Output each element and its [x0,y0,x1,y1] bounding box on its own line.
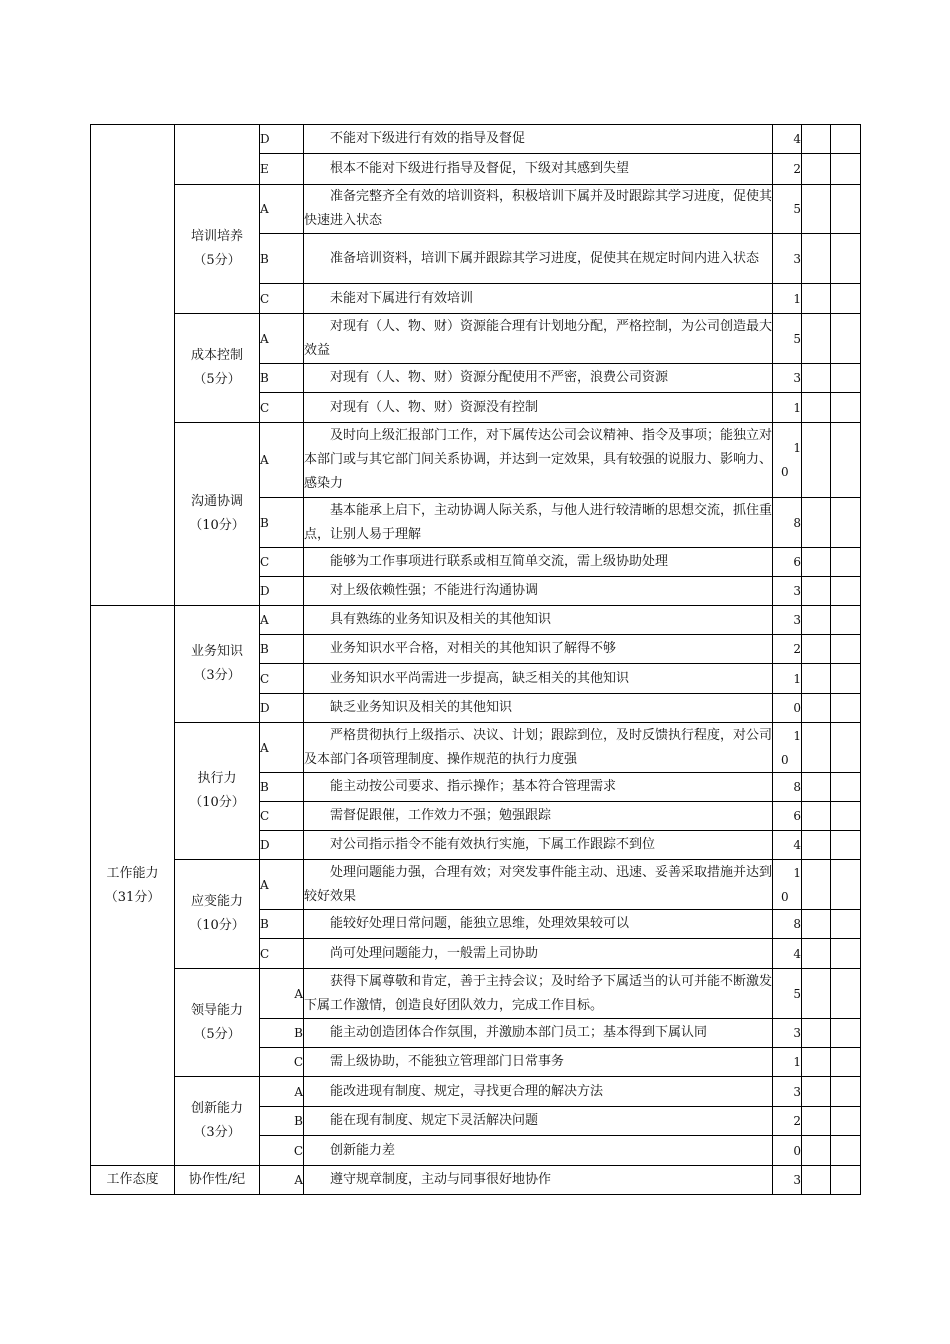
self-score-cell[interactable] [802,548,831,577]
description-cell [304,831,773,860]
score-digit: 1 [793,865,801,880]
description-cell [304,969,773,1019]
subcategory-cell: 沟通协调 （10分） [175,423,260,606]
self-score-cell[interactable] [802,423,831,498]
cell-text: 执行力 [197,771,237,786]
table-row [91,1077,861,1107]
self-score-cell[interactable] [802,185,831,234]
score-cell: 0 [773,1136,802,1166]
description-text: 能较好处理日常问题，能独立思维，处理效果较可以 [330,916,630,931]
review-score-cell[interactable] [831,694,861,723]
review-score-cell[interactable] [831,364,861,393]
score-cell: 5 [773,185,802,234]
score-cell: 1 [773,393,802,423]
score-cell: 3 [773,606,802,635]
self-score-cell[interactable] [802,831,831,860]
score-cell: 3 [773,364,802,393]
description-cell [304,1077,773,1107]
description-cell [304,723,773,773]
score-digit: 0 [781,465,789,479]
cell-text: 应变能力 [190,894,243,909]
description-cell: 对现有（人、物、财）资源能合理有计划地分配，严格控制，为公司创造最大效益 [304,314,773,364]
review-score-cell[interactable] [831,1077,861,1107]
review-score-cell[interactable] [831,910,861,939]
subcategory-cell [175,606,260,723]
description-cell [304,910,773,939]
review-score-cell[interactable] [831,234,861,284]
description-cell [304,694,773,723]
self-score-cell[interactable] [802,1048,831,1077]
review-score-cell[interactable] [831,1107,861,1136]
description-cell [304,1136,773,1166]
level-cell: D [260,694,304,723]
level-cell: B [260,910,304,939]
self-score-cell[interactable] [802,694,831,723]
description-cell [304,664,773,694]
self-score-cell[interactable] [802,635,831,664]
description-cell: 准备完整齐全有效的培训资料，积极培训下属并及时跟踪其学习进度，促使其快速进入状态 [304,185,773,234]
level-cell: C [260,802,304,831]
cell-text: 工作态度 [106,1172,159,1187]
self-score-cell[interactable] [802,577,831,606]
description-cell [304,1048,773,1077]
level-cell: D [260,577,304,606]
review-score-cell[interactable] [831,548,861,577]
level-cell: C [260,1136,304,1166]
review-score-cell[interactable] [831,154,861,185]
level-cell: A [260,1166,304,1195]
cell-text: （31分） [104,889,161,905]
self-score-cell[interactable] [802,773,831,802]
level-cell: A [260,723,304,773]
description-cell [304,860,773,910]
score-digit: 1 [793,728,801,743]
self-score-cell[interactable] [802,606,831,635]
subcategory-cell [175,1077,260,1166]
score-cell: 3 [773,1019,802,1048]
description-cell: 对现有（人、物、财）资源没有控制 [304,393,773,423]
subcategory-cell [175,723,260,860]
self-score-cell[interactable] [802,1136,831,1166]
category-cell [91,1166,175,1195]
self-score-cell[interactable] [802,723,831,773]
score-cell: 2 [773,1107,802,1136]
description-cell: 准备培训资料，培训下属并跟踪其学习进度，促使其在规定时间内进入状态 [304,234,773,284]
review-score-cell[interactable] [831,284,861,314]
level-cell: B [260,1107,304,1136]
self-score-cell[interactable] [802,1019,831,1048]
level-cell: C [260,1048,304,1077]
review-score-cell[interactable] [831,635,861,664]
description-text: 能在现有制度、规定下灵活解决问题 [330,1113,539,1128]
self-score-cell[interactable] [802,314,831,364]
review-score-cell[interactable] [831,831,861,860]
description-text: 能主动创造团体合作氛围，并激励本部门员工；基本得到下属认同 [330,1025,708,1040]
level-cell: A [260,969,304,1019]
score-split-text [773,724,801,772]
category-cell [91,606,175,1166]
review-score-cell[interactable] [831,1048,861,1077]
review-score-cell[interactable] [831,125,861,154]
score-cell: 1 [773,1048,802,1077]
score-cell: 8 [773,498,802,548]
cell-text: 工作能力 [106,865,159,881]
review-score-cell[interactable] [831,498,861,548]
subcategory-cell: 培训培养 （5分） [175,185,260,314]
description-cell: 及时向上级汇报部门工作，对下属传达公司会议精神、指令及事项；能独立对本部门或与其它部门间关系协调，并达到一定效果，具有较强的说服力、影响力、感染力 [304,423,773,498]
description-text: 具有熟练的业务知识及相关的其他知识 [330,612,552,627]
level-cell: C [260,548,304,577]
description-cell [304,1166,773,1195]
self-score-cell[interactable] [802,802,831,831]
subcategory-cell [175,860,260,969]
self-score-cell[interactable] [802,1077,831,1107]
cell-text: 业务知识 [190,644,243,659]
review-score-cell[interactable] [831,664,861,694]
description-cell: 根本不能对下级进行指导及督促，下级对其感到失望 [304,154,773,185]
subcategory-cell [175,125,260,185]
description-cell [304,939,773,969]
review-score-cell[interactable] [831,802,861,831]
score-cell [773,723,802,773]
score-cell: 4 [773,939,802,969]
score-cell: 6 [773,802,802,831]
level-cell: C [260,393,304,423]
self-score-cell[interactable] [802,969,831,1019]
description-text: 获得下属尊敬和肯定，善于主持会议；及时给予下属适当的认可并能不断激发下属工作激情，创造良好团队效力，完成工作目标。 [304,973,773,1013]
review-score-cell[interactable] [831,1019,861,1048]
description-cell [304,1019,773,1048]
description-text: 处理问题能力强，合理有效；对突发事件能主动、迅速、妥善采取措施并达到较好效果 [304,864,773,904]
description-text: 尚可处理问题能力，一般需上司协助 [330,945,539,961]
table-row [91,1166,861,1195]
description-cell: 基本能承上启下，主动协调人际关系，与他人进行较清晰的思想交流，抓住重点，让别人易于理解 [304,498,773,548]
evaluation-table [90,124,861,1195]
level-cell: B [260,364,304,393]
review-score-cell[interactable] [831,969,861,1019]
description-text: 缺乏业务知识及相关的其他知识 [330,700,513,715]
description-cell: 能够为工作事项进行联系或相互简单交流，需上级协助处理 [304,548,773,577]
score-split-text [773,861,801,909]
score-digit: 1 [793,441,801,455]
level-cell: A [260,185,304,234]
review-score-cell[interactable] [831,423,861,498]
subcategory-cell [175,1166,260,1195]
level-cell: B [260,498,304,548]
description-cell: 对上级依赖性强；不能进行沟通协调 [304,577,773,606]
cell-text: 创新能力 [190,1101,243,1116]
score-cell: 6 [773,548,802,577]
review-score-cell[interactable] [831,773,861,802]
table-row [91,314,861,364]
score-digit: 0 [781,889,789,904]
table-row [91,606,861,635]
description-text: 严格贯彻执行上级指示、决议、计划；跟踪到位，及时反馈执行程度，对公司及本部门各项管理制度、操作规范的执行力度强 [304,727,773,767]
table-row [91,423,861,498]
self-score-cell[interactable] [802,1166,831,1195]
score-cell: 1 [773,664,802,694]
review-score-cell[interactable] [831,185,861,234]
score-cell: 8 [773,773,802,802]
review-score-cell[interactable] [831,939,861,969]
self-score-cell[interactable] [802,234,831,284]
score-cell: 4 [773,831,802,860]
level-cell: B [260,1019,304,1048]
cell-text: （10分） [189,918,245,933]
score-split-text [773,436,801,484]
cell-text: （3分） [193,1125,241,1140]
self-score-cell[interactable] [802,860,831,910]
score-cell: 5 [773,314,802,364]
level-cell: D [260,831,304,860]
review-score-cell[interactable] [831,577,861,606]
level-cell: C [260,284,304,314]
description-text: 创新能力差 [330,1142,396,1158]
cell-text: 协作性/纪 [188,1172,246,1187]
score-cell: 3 [773,234,802,284]
level-cell: B [260,234,304,284]
description-text: 能主动按公司要求、指示操作；基本符合管理需求 [330,779,617,794]
level-cell: E [260,154,304,185]
self-score-cell[interactable] [802,498,831,548]
table-row [91,969,861,1019]
score-cell: 3 [773,577,802,606]
review-score-cell[interactable] [831,723,861,773]
level-cell: A [260,860,304,910]
category-cell [91,125,175,606]
score-cell: 0 [773,694,802,723]
level-cell: A [260,314,304,364]
score-cell [773,860,802,910]
review-score-cell[interactable] [831,314,861,364]
cell-text: （5分） [193,1026,241,1042]
self-score-cell[interactable] [802,939,831,969]
level-cell: A [260,423,304,498]
description-cell [304,773,773,802]
subcategory-cell: 成本控制 （5分） [175,314,260,423]
description-cell [304,802,773,831]
review-score-cell[interactable] [831,1166,861,1195]
description-text: 遵守规章制度，主动与同事很好地协作 [330,1172,552,1187]
self-score-cell[interactable] [802,284,831,314]
self-score-cell[interactable] [802,910,831,939]
self-score-cell[interactable] [802,154,831,185]
level-cell: C [260,939,304,969]
score-cell: 3 [773,1077,802,1107]
cell-text: 领导能力 [190,1002,243,1018]
review-score-cell[interactable] [831,1136,861,1166]
score-cell: 8 [773,910,802,939]
table-row [91,860,861,910]
table-row [91,723,861,773]
score-cell: 1 [773,284,802,314]
self-score-cell[interactable] [802,664,831,694]
score-cell: 5 [773,969,802,1019]
cell-text: （3分） [193,668,241,683]
description-text: 业务知识水平合格，对相关的其他知识了解得不够 [330,641,617,656]
score-cell: 3 [773,1166,802,1195]
score-digit: 0 [781,752,789,767]
subcategory-cell [175,969,260,1077]
score-cell: 4 [773,125,802,154]
description-text: 能改进现有制度、规定，寻找更合理的解决方法 [330,1083,604,1099]
table-row [91,125,861,154]
self-score-cell[interactable] [802,1107,831,1136]
description-cell: 未能对下属进行有效培训 [304,284,773,314]
description-cell [304,606,773,635]
description-cell [304,635,773,664]
cell-text: （10分） [189,795,245,810]
description-cell: 对现有（人、物、财）资源分配使用不严密，浪费公司资源 [304,364,773,393]
level-cell: B [260,773,304,802]
description-text: 需督促跟催，工作效力不强；勉强跟踪 [330,808,552,823]
self-score-cell[interactable] [802,393,831,423]
score-cell: 2 [773,154,802,185]
self-score-cell[interactable] [802,125,831,154]
review-score-cell[interactable] [831,606,861,635]
description-cell: 不能对下级进行有效的指导及督促 [304,125,773,154]
description-text: 需上级协助，不能独立管理部门日常事务 [330,1054,565,1069]
level-cell: A [260,606,304,635]
self-score-cell[interactable] [802,364,831,393]
level-cell: C [260,664,304,694]
level-cell: D [260,125,304,154]
score-cell [773,423,802,498]
review-score-cell[interactable] [831,393,861,423]
description-text: 业务知识水平尚需进一步提高，缺乏相关的其他知识 [330,670,630,686]
table-row [91,185,861,234]
level-cell: B [260,635,304,664]
level-cell: A [260,1077,304,1107]
description-text: 对公司指示指令不能有效执行实施，下属工作跟踪不到位 [330,837,656,852]
review-score-cell[interactable] [831,860,861,910]
description-cell [304,1107,773,1136]
score-cell: 2 [773,635,802,664]
